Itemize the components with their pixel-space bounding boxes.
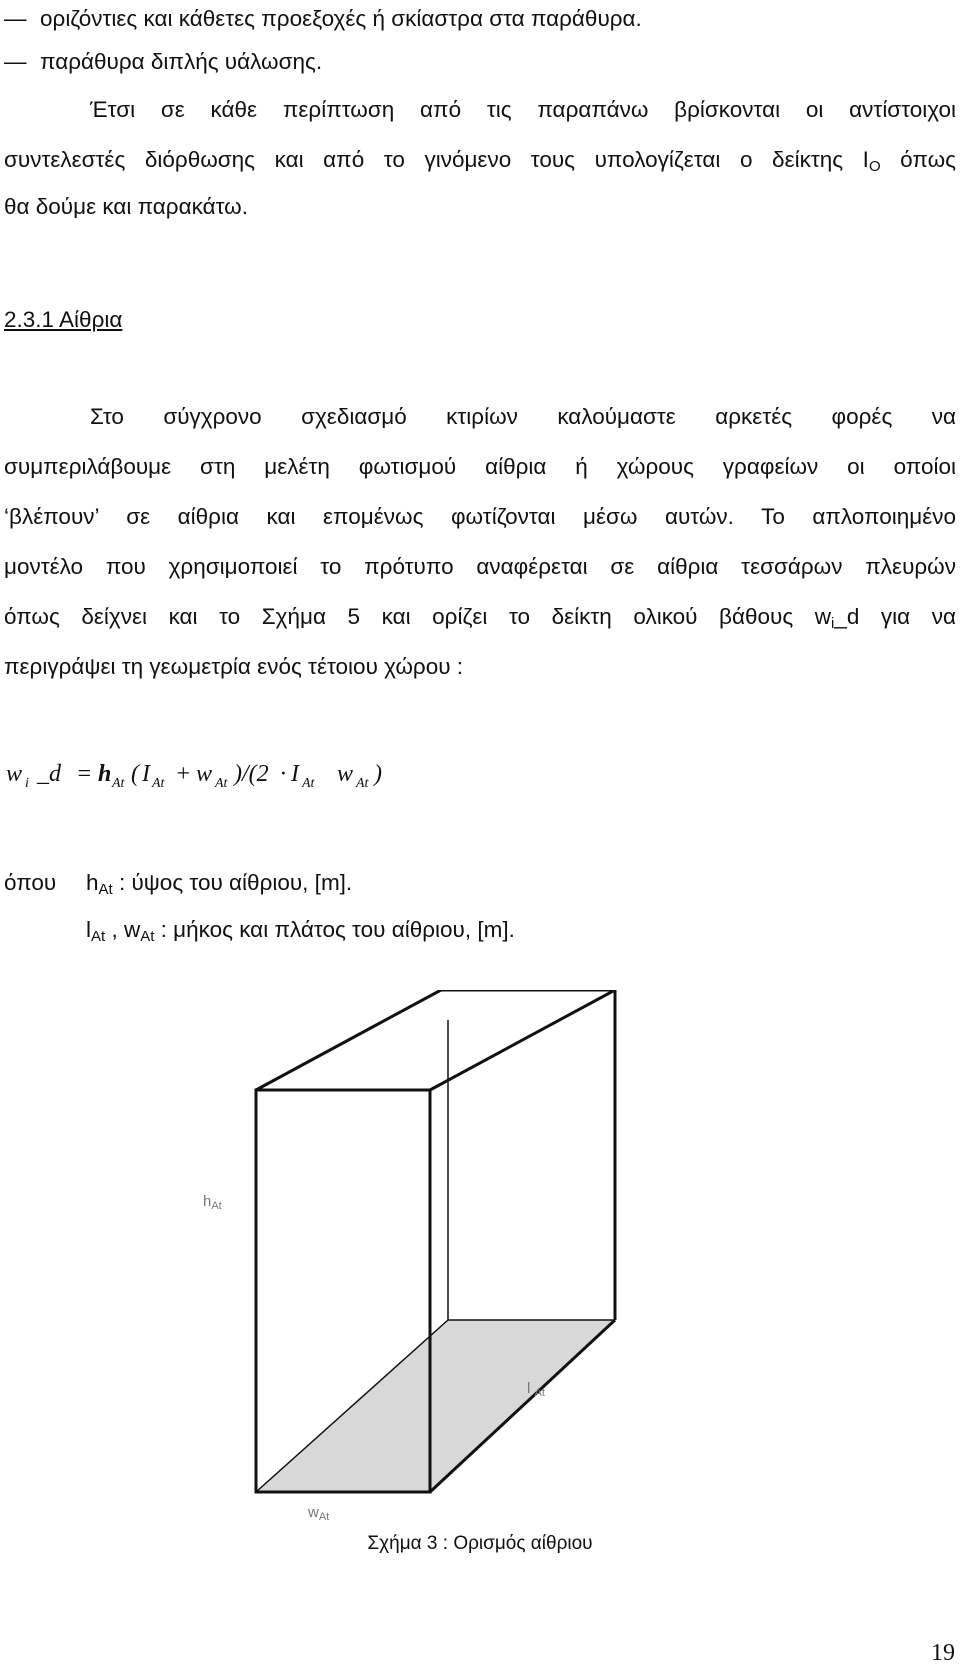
subscript: At bbox=[91, 928, 106, 945]
text: , w bbox=[105, 917, 141, 942]
text: όπως δείχνει και το Σχήμα 5 και ορίζει το δείκτη ολικού βάθους w bbox=[4, 604, 831, 629]
definition-height bbox=[86, 868, 352, 898]
formula-paren: ) bbox=[374, 761, 382, 787]
formula-subscript: At bbox=[215, 776, 228, 791]
formula-symbol: _d bbox=[37, 761, 61, 787]
formula-operator: = bbox=[76, 761, 93, 787]
text: όπως bbox=[880, 147, 956, 172]
page-number: 19 bbox=[931, 1640, 955, 1666]
formula-subscript: At bbox=[356, 776, 369, 791]
formula-subscript: At bbox=[112, 776, 125, 791]
bullet-dash: — bbox=[4, 6, 27, 31]
formula-subscript: i bbox=[25, 776, 29, 791]
bullet-item bbox=[4, 47, 322, 77]
bullet-dash: — bbox=[4, 49, 27, 74]
paragraph-line: συμπεριλάβουμε στη μελέτη φωτισμού αίθρια ή χώρους γραφείων οι οποίοι bbox=[4, 454, 956, 479]
paragraph-line: μοντέλο που χρησιμοποιεί το πρότυπο αναφέρεται σε αίθρια τεσσάρων πλευρών bbox=[4, 554, 956, 579]
paragraph-line bbox=[4, 602, 956, 632]
top-face bbox=[256, 990, 615, 1090]
definition-length-width bbox=[86, 915, 515, 945]
formula-operator: + bbox=[175, 761, 192, 787]
label-h-at: $h_{At}$ bbox=[203, 1193, 222, 1212]
formula-paren: ( bbox=[131, 761, 139, 787]
atrium-box-drawing bbox=[200, 990, 700, 1535]
text: συντελεστές διόρθωσης και από το γινόμενο τους υπολογίζεται ο δείκτης I bbox=[4, 147, 869, 172]
subscript: At bbox=[98, 881, 113, 898]
formula-symbol: w bbox=[196, 761, 213, 787]
text: : ύψος του αίθριου, [m]. bbox=[112, 870, 353, 895]
formula-symbol: w bbox=[6, 761, 23, 787]
formula-subscript: At bbox=[152, 776, 165, 791]
paragraph-line: Στο σύγχρονο σχεδιασμό κτιρίων καλούμαστε αρκετές φορές να bbox=[90, 404, 956, 429]
text: : μήκος και πλάτος του αίθριου, [m]. bbox=[154, 917, 515, 942]
bullet-text: παράθυρα διπλής υάλωσης. bbox=[40, 49, 323, 74]
subscript: O bbox=[868, 158, 881, 175]
subscript: i bbox=[830, 615, 835, 632]
formula-symbol: I bbox=[142, 761, 150, 787]
atrium-figure bbox=[200, 990, 700, 1535]
label-l-at: l $_{At}$ bbox=[527, 1380, 545, 1399]
section-heading: 2.3.1 Αίθρια bbox=[4, 307, 123, 332]
paragraph-line: θα δούμε και παρακάτω. bbox=[4, 194, 248, 219]
text: l bbox=[86, 917, 91, 942]
bullet-item bbox=[4, 4, 642, 34]
formula-symbol: w bbox=[337, 761, 354, 787]
subscript: At bbox=[140, 928, 155, 945]
formula-wi-d bbox=[4, 750, 444, 800]
formula-operator: )/(2 bbox=[234, 761, 269, 787]
figure-caption: Σχήμα 3 : Ορισμός αίθριου bbox=[367, 1533, 593, 1554]
formula-subscript: At bbox=[302, 776, 315, 791]
paragraph-line: Έτσι σε κάθε περίπτωση από τις παραπάνω βρίσκονται οι αντίστοιχοι bbox=[90, 97, 956, 122]
label-w-at: $w_{At}$ bbox=[308, 1504, 330, 1523]
text: _d για να bbox=[834, 604, 956, 629]
paragraph-line bbox=[4, 145, 956, 175]
formula-operator: · bbox=[280, 761, 286, 787]
definitions-where: όπου bbox=[4, 870, 57, 895]
atrium-floor bbox=[256, 1320, 615, 1492]
formula-symbol: I bbox=[291, 761, 299, 787]
text: h bbox=[86, 870, 99, 895]
bullet-text: οριζόντιες και κάθετες προεξοχές ή σκίαστρα στα παράθυρα. bbox=[40, 6, 642, 31]
formula-symbol: h bbox=[98, 761, 112, 787]
paragraph-line: περιγράψει τη γεωμετρία ενός τέτοιου χώρου : bbox=[4, 654, 464, 679]
paragraph-line: ‘βλέπουν’ σε αίθρια και επομένως φωτίζονται μέσω αυτών. Το απλοποιημένο bbox=[4, 504, 956, 529]
